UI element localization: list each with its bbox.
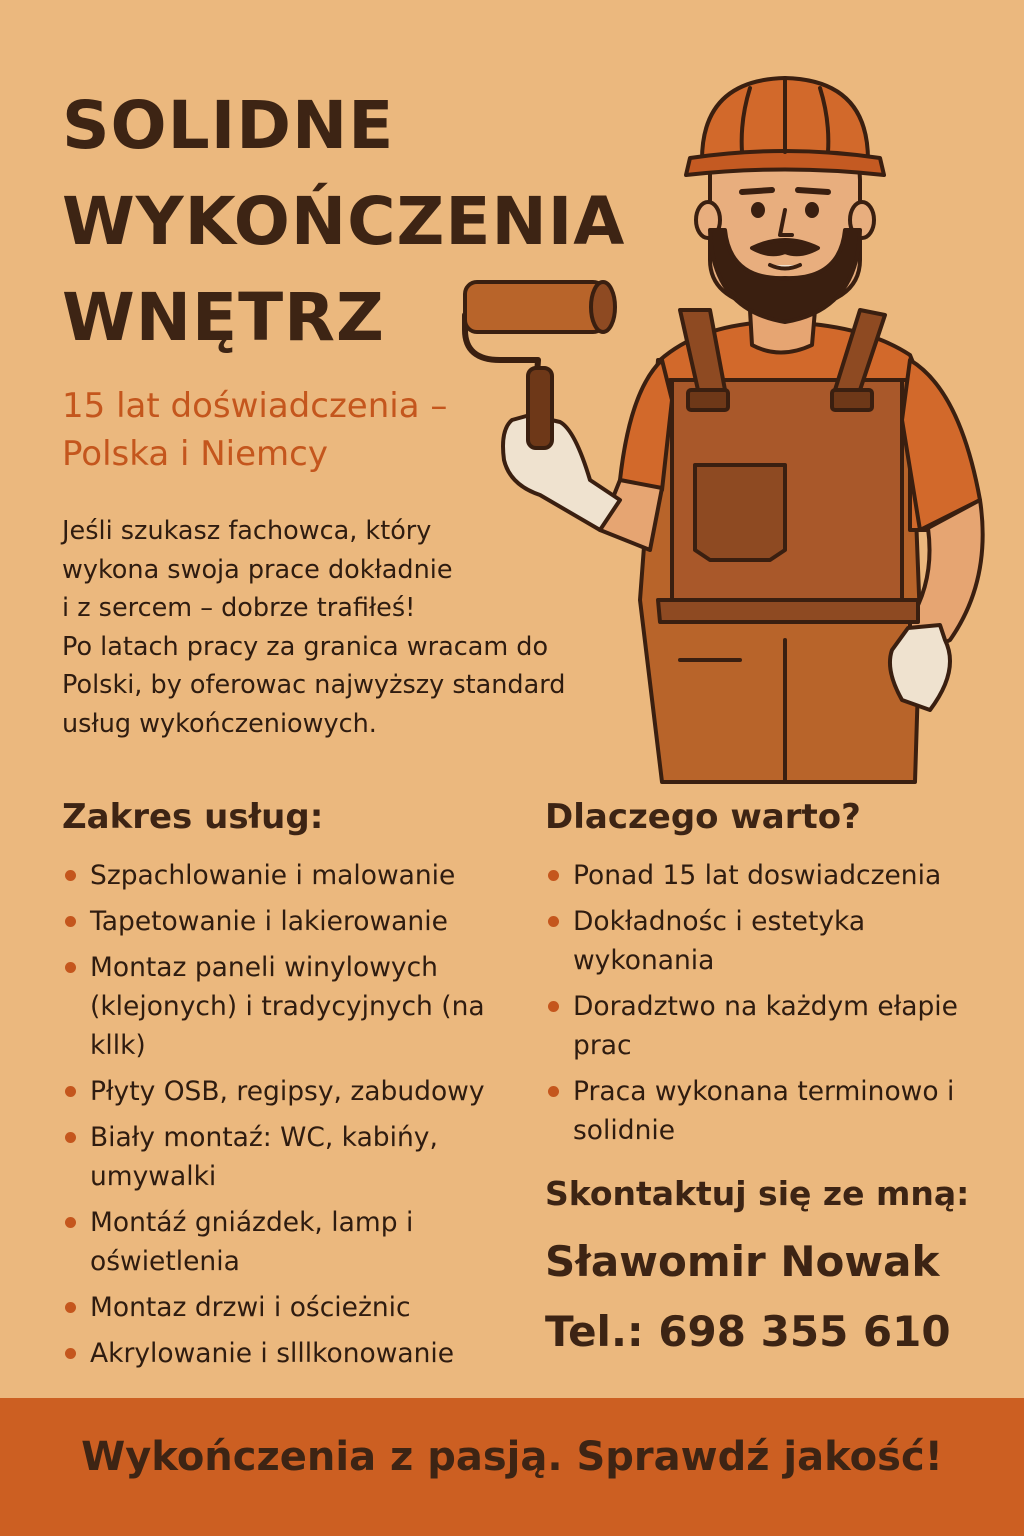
service-item xyxy=(62,902,532,941)
intro-line: Jeśli szukasz fachowca, który xyxy=(62,516,432,546)
reason-item-label: Doradztwo na każdym ełapie prac xyxy=(573,991,958,1061)
bullet-dot-icon xyxy=(65,1132,76,1143)
contact-section xyxy=(545,1168,1015,1364)
contact-phone[interactable]: Tel.: 698 355 610 xyxy=(545,1307,951,1356)
service-item xyxy=(62,1118,532,1196)
contact-name: Sławomir Nowak xyxy=(545,1237,940,1286)
bullet-dot-icon xyxy=(65,1217,76,1228)
reasons-list xyxy=(545,856,985,1150)
service-item-label: Tapetowanie i lakierowanie xyxy=(90,906,448,937)
services-list xyxy=(62,856,532,1373)
footer-banner xyxy=(0,1398,1024,1536)
service-item-label: Szpachlowanie i malowanie xyxy=(90,860,456,891)
intro-line: usług wykończeniowych. xyxy=(62,708,377,739)
service-item-label: Montáź gniázdek, lamp i oświetlenia xyxy=(90,1207,414,1277)
services-section xyxy=(62,792,532,1380)
bullet-dot-icon xyxy=(65,1086,76,1097)
bullet-dot-icon xyxy=(65,870,76,881)
service-item xyxy=(62,856,532,895)
service-item-label: Montaz paneli winylowych (klejonych) i tradycyjnych (na kllk) xyxy=(90,952,485,1061)
services-title: Zakres usług: xyxy=(62,797,324,837)
intro-line: wykona swoja prace dokładnie xyxy=(62,554,453,585)
reason-item-label: Dokładnośc i estetyka wykonania xyxy=(573,906,866,976)
reason-item-label: Ponad 15 lat doswiadczenia xyxy=(573,860,942,891)
subtitle-line-2: Polska i Niemcy xyxy=(62,434,328,474)
bullet-dot-icon xyxy=(548,1001,559,1012)
service-item-label: Biały montaź: WC, kabińy, umywalki xyxy=(90,1122,438,1192)
bullet-dot-icon xyxy=(65,916,76,927)
reason-item xyxy=(545,1072,985,1150)
service-item xyxy=(62,948,532,1065)
bullet-dot-icon xyxy=(65,1302,76,1313)
intro-line: Po latach pracy za granica wracam do xyxy=(62,631,549,662)
worker-with-paint-roller-illustration xyxy=(440,60,1000,790)
contact-label: Skontaktuj się ze mną: xyxy=(545,1174,970,1213)
reasons-title: Dlaczego warto? xyxy=(545,797,861,837)
bullet-dot-icon xyxy=(548,1086,559,1097)
footer-slogan: Wykończenia z pasją. Sprawdź jakość! xyxy=(81,1434,943,1480)
bullet-dot-icon xyxy=(65,1348,76,1359)
reason-item-label: Praca wykonana terminowo i solidnie xyxy=(573,1076,955,1146)
bullet-dot-icon xyxy=(548,870,559,881)
headline-line-2: WYKOŃCZENIA xyxy=(62,183,626,260)
headline-line-1: SOLIDNE xyxy=(62,87,395,164)
intro-line: Polski, by oferowac najwyższy standard xyxy=(62,670,566,700)
service-item xyxy=(62,1288,532,1327)
reason-item xyxy=(545,856,985,895)
service-item-label: Montaz drzwi i ościeżnic xyxy=(90,1292,411,1323)
service-item xyxy=(62,1334,532,1373)
service-item-label: Płyty OSB, regipsy, zabudowy xyxy=(90,1076,485,1107)
bullet-dot-icon xyxy=(548,916,559,927)
service-item-label: Akrylowanie i slllkonowanie xyxy=(90,1338,455,1369)
reason-item xyxy=(545,987,985,1065)
reasons-section xyxy=(545,792,985,1157)
reason-item xyxy=(545,902,985,980)
subtitle-line-1: 15 lat doświadczenia – xyxy=(62,386,448,426)
service-item xyxy=(62,1072,532,1111)
service-item xyxy=(62,1203,532,1281)
headline-line-3: WNĘTRZ xyxy=(62,279,385,356)
intro-line: i z sercem – dobrze trafiłeś! xyxy=(62,593,416,623)
bullet-dot-icon xyxy=(65,962,76,973)
